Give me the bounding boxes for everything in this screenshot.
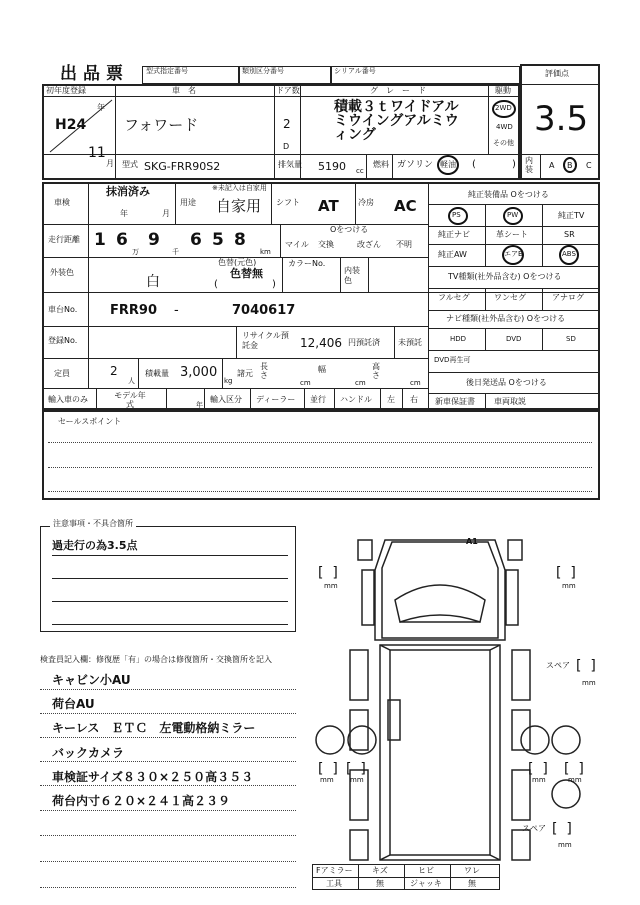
- mm-left-top: mm: [324, 582, 338, 590]
- mm-spare-top: mm: [582, 679, 596, 687]
- equipment-aw: 純正AW: [438, 250, 467, 259]
- equipment-ps: PS: [452, 211, 461, 219]
- mile-label: マイル: [285, 240, 309, 249]
- legend-header-4: ワレ: [464, 866, 480, 875]
- eval-label: 評価点: [545, 69, 569, 78]
- tv-oneseg: ワンセグ: [494, 293, 526, 302]
- inspector-line-6: 荷台内寸６２０×２４１高２３９: [52, 794, 231, 808]
- width-label: 幅: [318, 365, 326, 374]
- model-year-label: モデル年式: [114, 391, 146, 409]
- model-label: 型式: [122, 160, 138, 169]
- fuel-gasoline: ガソリン: [397, 160, 434, 170]
- type-cert-label: 型式指定番号: [146, 67, 188, 75]
- model-year-unit: 年: [196, 401, 203, 409]
- class-label: 類別区分番号: [242, 67, 284, 75]
- height-label: 高さ: [372, 362, 380, 380]
- legend-tools-1: 無: [376, 879, 384, 888]
- load-value: 3,000: [180, 365, 218, 380]
- shift-value: AT: [318, 197, 339, 215]
- later-title: 後日発送品 Oをつける: [466, 378, 547, 387]
- tv-analog: アナログ: [552, 293, 584, 302]
- drive-4wd: 4WD: [496, 123, 513, 131]
- capacity-label: 定員: [54, 369, 70, 378]
- capacity-value: 2: [110, 364, 118, 378]
- equipment-navi: 純正ナビ: [438, 230, 470, 239]
- equipment-abs: ABS: [562, 250, 576, 258]
- doors-label: ドア数: [276, 86, 300, 95]
- equipment-pw: PW: [507, 211, 519, 219]
- color-value: 白: [146, 274, 160, 290]
- chassis-dash: -: [174, 303, 179, 318]
- month-value: 11: [88, 145, 106, 161]
- spare-label-bottom: スペア: [522, 824, 546, 833]
- reg-no-label: 登録No.: [48, 336, 78, 345]
- shift-label: シフト: [276, 198, 300, 207]
- fuel-label: 燃料: [373, 160, 389, 169]
- fuel-paren-close: ): [512, 159, 516, 170]
- fuel-diesel: 軽油: [440, 160, 456, 169]
- color-no-label: カラーNo.: [288, 259, 326, 268]
- spare-label-top: スペア: [546, 661, 570, 670]
- equipment-leather: 革シート: [496, 230, 528, 239]
- mileage-digit-6: 8: [234, 230, 246, 250]
- notes-line-1: 過走行の為3.5点: [52, 539, 138, 552]
- use-value: 自家用: [216, 197, 262, 215]
- fuel-paren-open: (: [472, 159, 476, 170]
- left-label: 左: [387, 395, 395, 404]
- tamper-label: 改ざん: [357, 240, 381, 249]
- bracket-right-mid-1: [ ]: [528, 761, 548, 777]
- legend-tools-label: 工具: [326, 879, 342, 888]
- dealer-label: ディーラー: [256, 395, 296, 404]
- recycle-value: 12,406: [300, 336, 342, 350]
- bracket-left-mid-2: [ ]: [346, 761, 366, 777]
- navi-type-title: ナビ種類(社外品含む) Oをつける: [446, 314, 566, 323]
- mm-right-top: mm: [562, 582, 576, 590]
- chassis-prefix: FRR90: [110, 303, 157, 318]
- bracket-spare-top: [ ]: [576, 658, 596, 674]
- grade-label: グ レ ー ド: [370, 86, 426, 95]
- inspector-line-1: キャビン小AU: [52, 673, 131, 687]
- displacement-value: 5190: [318, 160, 346, 173]
- form-title: 出品票: [60, 64, 129, 84]
- bracket-left-mid-1: [ ]: [318, 761, 338, 777]
- mm-left-mid-2: mm: [350, 776, 364, 784]
- diagram-a1-mark: A1: [466, 537, 478, 546]
- use-label: 用途: [180, 198, 196, 207]
- mm-left-mid-1: mm: [320, 776, 334, 784]
- doors-unit: D: [283, 142, 290, 151]
- year-unit: 年: [97, 103, 105, 112]
- displacement-unit: cc: [356, 167, 364, 175]
- dims-label: 諸元: [237, 369, 253, 378]
- displacement-label: 排気量: [278, 160, 302, 169]
- mileage-digit-5: 5: [212, 230, 224, 250]
- circle-note: Oをつける: [330, 225, 369, 234]
- month-unit: 月: [106, 159, 114, 168]
- bracket-spare-bottom: [ ]: [552, 821, 572, 837]
- interior-b: B: [567, 161, 573, 170]
- ac-label: 冷房: [358, 198, 374, 207]
- mileage-label: 走行距離: [48, 235, 80, 244]
- equipment-airbag: エアB: [504, 250, 523, 258]
- chassis-number: 7040617: [232, 303, 296, 318]
- legend-header-1: Fアミラー: [316, 866, 353, 875]
- equipment-tv: 純正TV: [558, 211, 585, 220]
- equipment-title: 純正装備品 Oをつける: [468, 190, 549, 199]
- import-class-label: 輸入区分: [210, 395, 242, 404]
- drive-label: 駆動: [495, 86, 511, 95]
- ac-value: AC: [394, 197, 417, 215]
- name-label: 車 名: [172, 86, 196, 95]
- sen-unit: 千: [172, 248, 179, 256]
- navi-dvd: DVD: [506, 335, 522, 343]
- parallel-label: 並行: [310, 395, 326, 404]
- capacity-unit: 人: [128, 377, 135, 385]
- mm-spare-bottom: mm: [558, 841, 572, 849]
- color-change-paren-close: ): [272, 279, 276, 290]
- handle-label: ハンドル: [340, 395, 372, 404]
- recycle-unpaid: 未預託: [398, 338, 422, 347]
- import-label: 輸入車のみ: [48, 395, 88, 404]
- right-label: 右: [410, 395, 418, 404]
- color-change-paren-open: (: [214, 279, 218, 290]
- interior-c: C: [586, 161, 592, 170]
- drive-2wd: 2WD: [495, 104, 512, 112]
- chassis-label: 車台No.: [48, 305, 78, 314]
- bracket-right-top: [ ]: [556, 565, 576, 581]
- dvd-play: DVD再生可: [434, 356, 471, 364]
- manual-label: 車両取説: [494, 397, 526, 406]
- inspector-line-2: 荷台AU: [52, 697, 95, 712]
- first-reg-label: 初年度登録: [46, 86, 86, 95]
- height-unit: cm: [410, 379, 421, 387]
- bracket-left-top: [ ]: [318, 565, 338, 581]
- length-unit: cm: [300, 379, 311, 387]
- exchange-label: 交換: [318, 240, 334, 249]
- eval-score: 3.5: [534, 99, 589, 139]
- legend-tools-2: ジャッキ: [410, 879, 442, 888]
- inspection-value: 抹消済み: [106, 185, 150, 198]
- truck-diagram: [310, 530, 600, 870]
- mileage-digit-2: 6: [116, 230, 128, 250]
- inspector-line-3: キーレス ＥＴＣ 左電動格納ミラー: [52, 721, 256, 736]
- color-change-label: 色替(元色): [218, 258, 257, 267]
- km-unit: km: [260, 248, 271, 256]
- recycle-paid: 円預託済: [348, 338, 380, 347]
- equipment-sr: SR: [564, 230, 575, 239]
- load-label: 積載量: [145, 369, 169, 378]
- doors-value: 2: [283, 117, 291, 131]
- mileage-digit-4: 6: [190, 230, 202, 250]
- color-label: 外装色: [50, 268, 74, 277]
- tv-type-title: TV種類(社外品含む) Oをつける: [448, 272, 562, 281]
- car-name: フォワード: [124, 116, 199, 134]
- mileage-digit-1: 1: [94, 230, 106, 250]
- inspector-line-5: 車検証サイズ８３０×２５０高３５３: [52, 769, 254, 784]
- bracket-right-mid-2: [ ]: [564, 761, 584, 777]
- navi-hdd: HDD: [450, 335, 467, 343]
- legend-tools-3: 無: [468, 879, 476, 888]
- model-value: SKG-FRR90S2: [144, 160, 221, 173]
- notes-title: 注意事項・不具合箇所: [50, 520, 136, 528]
- interior-color-label: 内装色: [344, 266, 360, 285]
- inspector-line-4: バックカメラ: [52, 745, 125, 760]
- grade-text: 積載３ｔワイドアルミウイングアルミウィング: [334, 99, 459, 143]
- load-unit: kg: [224, 377, 233, 385]
- legend-header-2: キズ: [372, 866, 388, 875]
- sales-points-label: セールスポイント: [58, 417, 122, 426]
- mileage-digit-3: 9: [148, 230, 160, 250]
- sales-points-box: [42, 410, 600, 500]
- drive-other: その他: [493, 139, 514, 147]
- recycle-label: リサイクル預託金: [242, 331, 289, 350]
- warranty-label: 新車保証書: [435, 397, 475, 406]
- serial-label: シリアル番号: [334, 67, 376, 75]
- year-value: H24: [55, 117, 87, 133]
- inspector-title: 検査員記入欄：修復歴「有」の場合は修復箇所・交換箇所を記入: [40, 655, 272, 664]
- man-unit: 万: [132, 248, 139, 256]
- tv-fullseg: フルセグ: [438, 293, 470, 302]
- width-unit: cm: [355, 379, 366, 387]
- interior-label: 内装: [525, 156, 533, 174]
- color-change-value: 色替無: [230, 267, 263, 280]
- unknown-label: 不明: [396, 240, 412, 249]
- interior-a: A: [549, 161, 555, 170]
- unregistered-note: ※未記入は自家用: [212, 184, 267, 192]
- navi-sd: SD: [566, 335, 576, 343]
- inspection-month-unit: 月: [162, 209, 170, 218]
- length-label: 長さ: [260, 362, 268, 380]
- mm-right-mid-1: mm: [532, 776, 546, 784]
- inspection-label: 車検: [54, 198, 70, 207]
- inspection-year-unit: 年: [120, 209, 128, 218]
- legend-header-3: ヒビ: [418, 866, 434, 875]
- mm-right-mid-2: mm: [568, 776, 582, 784]
